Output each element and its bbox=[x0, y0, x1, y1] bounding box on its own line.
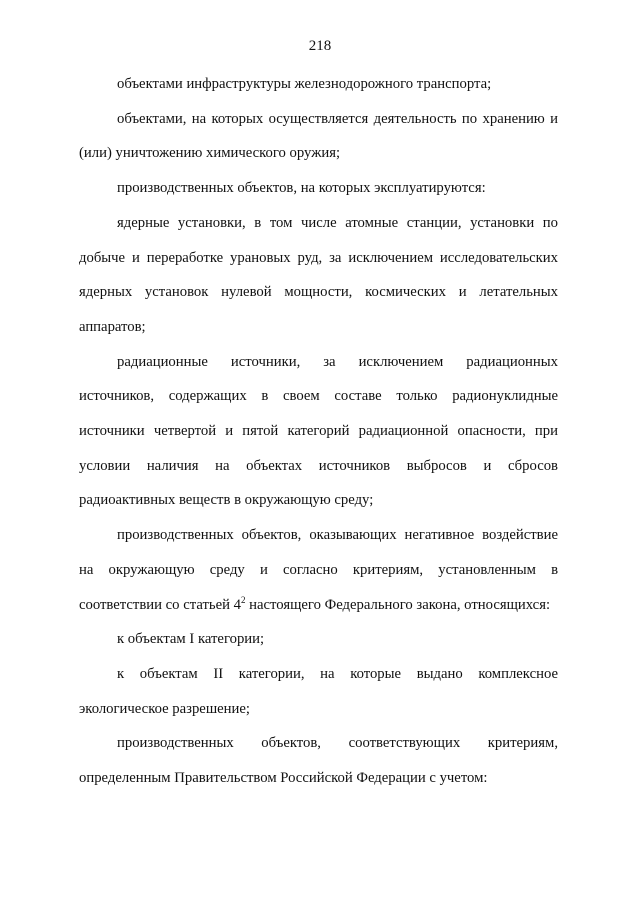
paragraph-chemical-weapons: объектами, на которых осуществляется деятельность по хранению и (или) уничтожению химического оружия; bbox=[79, 110, 558, 162]
paragraph-radiation-sources: радиационные источники, за исключением радиационных источников, содержащих в своем составе только радионуклидные источники четвертой и пятой категорий радиационной опасности, при условии наличия на объектах источников выбросов и сбросов радиоактивных веществ в окружающую среду; bbox=[79, 353, 558, 509]
document-body bbox=[79, 67, 558, 796]
paragraph-nuclear-installations: ядерные установки, в том числе атомные станции, установки по добыче и переработке урановых руд, за исключением исследовательских ядерных установок нулевой мощности, космических и летательных аппаратов; bbox=[79, 214, 558, 335]
article-superscript: 2 bbox=[240, 594, 246, 605]
article-continuation: настоящего Федерального закона, относящихся: bbox=[249, 596, 551, 613]
article-number: 4 bbox=[233, 596, 241, 613]
paragraph-negative-impact-text: производственных объектов, оказывающих негативное воздействие на окружающую среду и согласно критериям, установленным в соответствии со статьей bbox=[79, 527, 558, 613]
paragraph-category-two: к объектам II категории, на которые выдано комплексное экологическое разрешение; bbox=[79, 665, 558, 717]
paragraph-government-criteria: производственных объектов, соответствующих критериям, определенным Правительством Российской Федерации с учетом: bbox=[79, 735, 558, 787]
paragraph-railway-infrastructure: объектами инфраструктуры железнодорожного транспорта; bbox=[117, 76, 492, 92]
page-number: 218 bbox=[308, 38, 332, 54]
paragraph-negative-impact bbox=[79, 518, 558, 622]
paragraph-category-one: к объектам I категории; bbox=[117, 631, 265, 648]
paragraph-production-facilities: производственных объектов, на которых эксплуатируются: bbox=[117, 180, 486, 197]
